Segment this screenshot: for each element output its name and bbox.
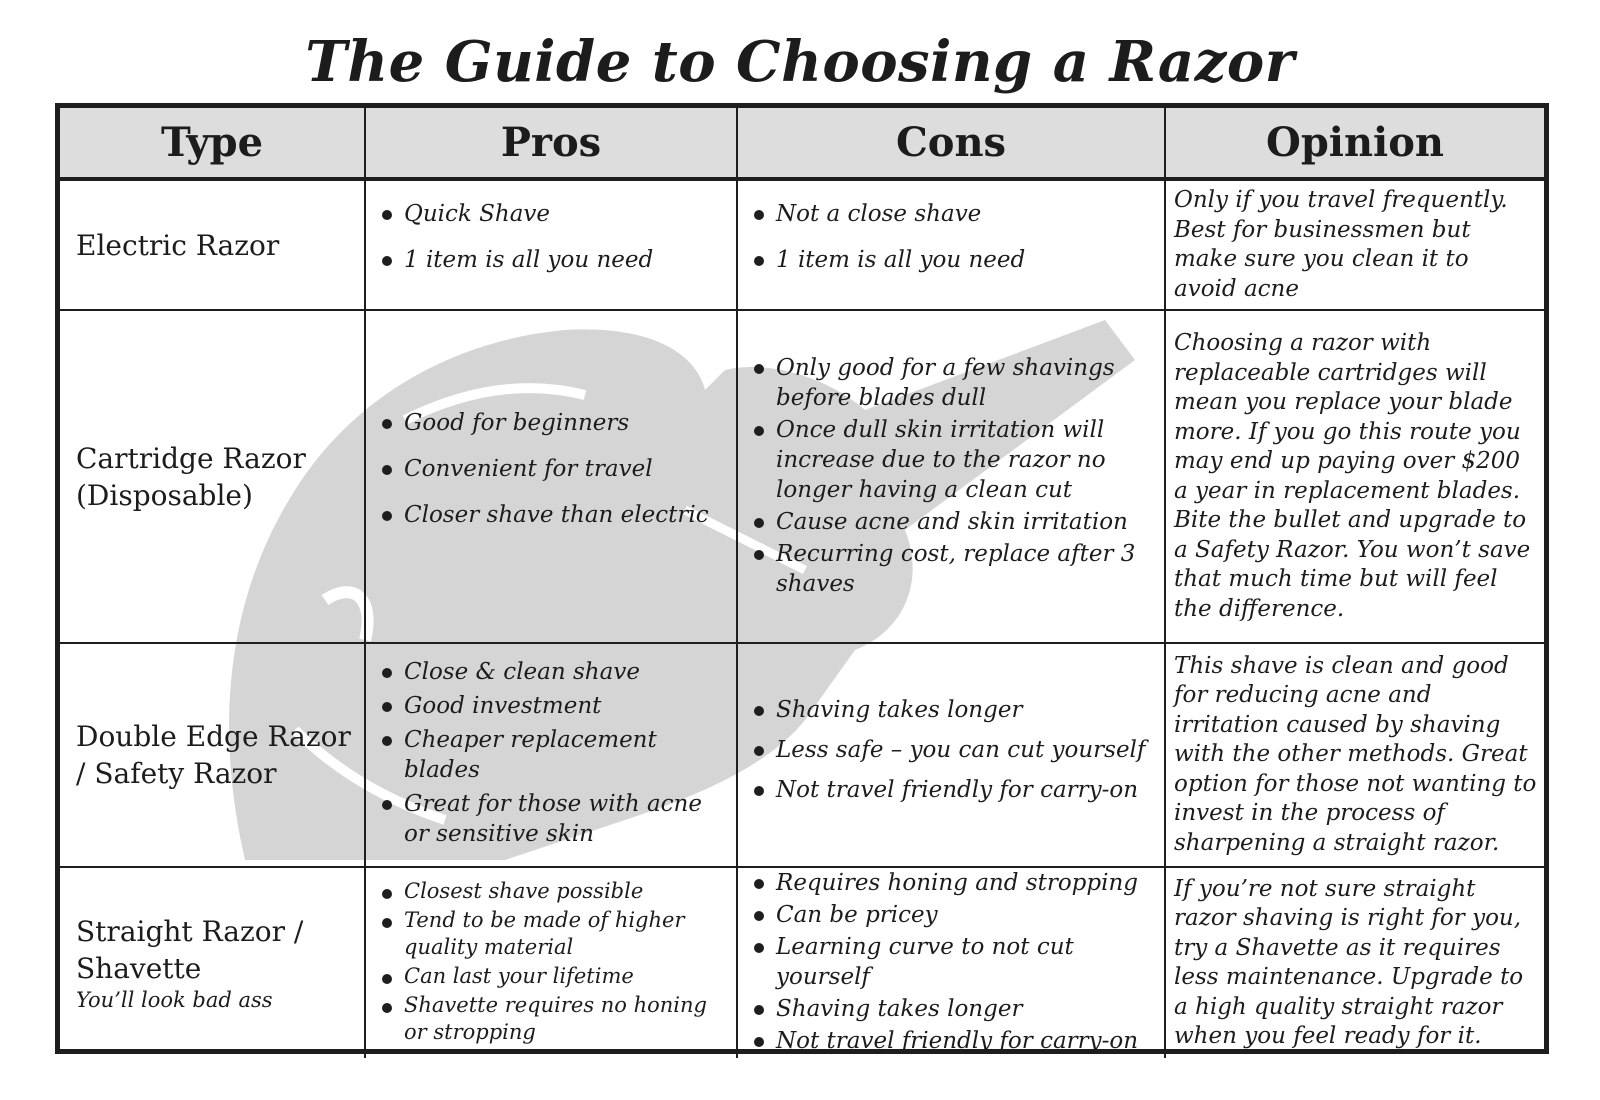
list-item: Learning curve to not cut yourself (752, 932, 1156, 992)
list-item: Once dull skin irritation will increase due to the razor no longer having a clean cut (752, 415, 1156, 505)
list-item: Not a close shave (752, 199, 1156, 229)
list-item: Good investment (380, 691, 728, 721)
list-item: Not travel friendly for carry-on (752, 775, 1156, 805)
list-item: Close & clean shave (380, 657, 728, 687)
type-label: Straight Razor / Shavette (76, 915, 304, 985)
page-title: The Guide to Choosing a Razor (305, 29, 1295, 95)
cons-list (738, 353, 1164, 601)
list-item: Cheaper replacement blades (380, 725, 728, 785)
list-item: Only good for a few shavings before blades dull (752, 353, 1156, 413)
type-double-edge-razor (60, 644, 366, 868)
type-straight-razor (60, 868, 366, 1058)
opinion-straight-razor (1166, 868, 1544, 1058)
type-label: Cartridge Razor (Disposable) (76, 441, 306, 512)
list-item: Quick Shave (380, 199, 728, 229)
cons-straight-razor (738, 868, 1166, 1058)
opinion-electric-razor (1166, 181, 1544, 311)
razor-guide-table (55, 103, 1549, 1054)
opinion-double-edge-razor (1166, 644, 1544, 868)
pros-list (366, 408, 736, 546)
list-item: Shaving takes longer (752, 695, 1156, 725)
cons-list (738, 199, 1164, 291)
list-item: Can last your lifetime (380, 963, 728, 990)
list-item: Shaving takes longer (752, 994, 1156, 1024)
header-type: Type (60, 108, 366, 181)
header-pros: Pros (366, 108, 738, 181)
cons-double-edge-razor (738, 644, 1166, 868)
type-electric-razor (60, 181, 366, 311)
cons-electric-razor (738, 181, 1166, 311)
list-item: 1 item is all you need (752, 245, 1156, 275)
list-item: Recurring cost, replace after 3 shaves (752, 539, 1156, 599)
opinion-text: Choosing a razor with replaceable cartridges will mean you replace your blade more. If you go this route you may end up paying over $200 a year in replacement blades. Bite the bullet and upgrade to a Safety Razor. You won’t save that much time but will feel the difference. (1174, 330, 1531, 622)
type-label: Double Edge Razor / Safety Razor (76, 720, 351, 790)
list-item: Cause acne and skin irritation (752, 507, 1156, 537)
pros-cartridge-razor (366, 311, 738, 644)
type-label: Electric Razor (76, 228, 280, 262)
list-item: Less safe – you can cut yourself (752, 735, 1156, 765)
opinion-text: This shave is clean and good for reducing acne and irritation caused by shaving with the other methods. Great option for those not wanting to invest in the process of sharpening a straight razor. (1174, 652, 1537, 856)
cons-list (738, 695, 1164, 815)
pros-list (366, 657, 736, 853)
list-item: Good for beginners (380, 408, 728, 438)
list-item: Requires honing and stropping (752, 868, 1156, 898)
list-item: 1 item is all you need (380, 245, 728, 275)
cons-cartridge-razor (738, 311, 1166, 644)
pros-list (366, 878, 736, 1048)
list-item: Great for those with acne or sensitive skin (380, 789, 728, 849)
list-item: Not travel friendly for carry-on (752, 1026, 1156, 1056)
list-item: Can be pricey (752, 900, 1156, 930)
opinion-text: If you’re not sure straight razor shaving is right for you, try a Shavette as it requires less maintenance. Upgrade to a high quality straight razor when you feel ready for it. (1174, 875, 1524, 1049)
header-cons: Cons (738, 108, 1166, 181)
pros-straight-razor (366, 868, 738, 1058)
header-opinion: Opinion (1166, 108, 1544, 181)
pros-double-edge-razor (366, 644, 738, 868)
list-item: Shavette requires no honing or stropping (380, 992, 728, 1046)
type-cartridge-razor (60, 311, 366, 644)
list-item: Tend to be made of higher quality material (380, 907, 728, 961)
cons-list (738, 868, 1164, 1058)
list-item: Closer shave than electric (380, 500, 728, 530)
list-item: Convenient for travel (380, 454, 728, 484)
opinion-text: Only if you travel frequently. Best for businessmen but make sure you clean it to avoid acne (1174, 187, 1508, 302)
pros-list (366, 199, 736, 291)
type-note: You’ll look bad ass (76, 988, 273, 1012)
opinion-cartridge-razor (1166, 311, 1544, 644)
list-item: Closest shave possible (380, 878, 728, 905)
pros-electric-razor (366, 181, 738, 311)
